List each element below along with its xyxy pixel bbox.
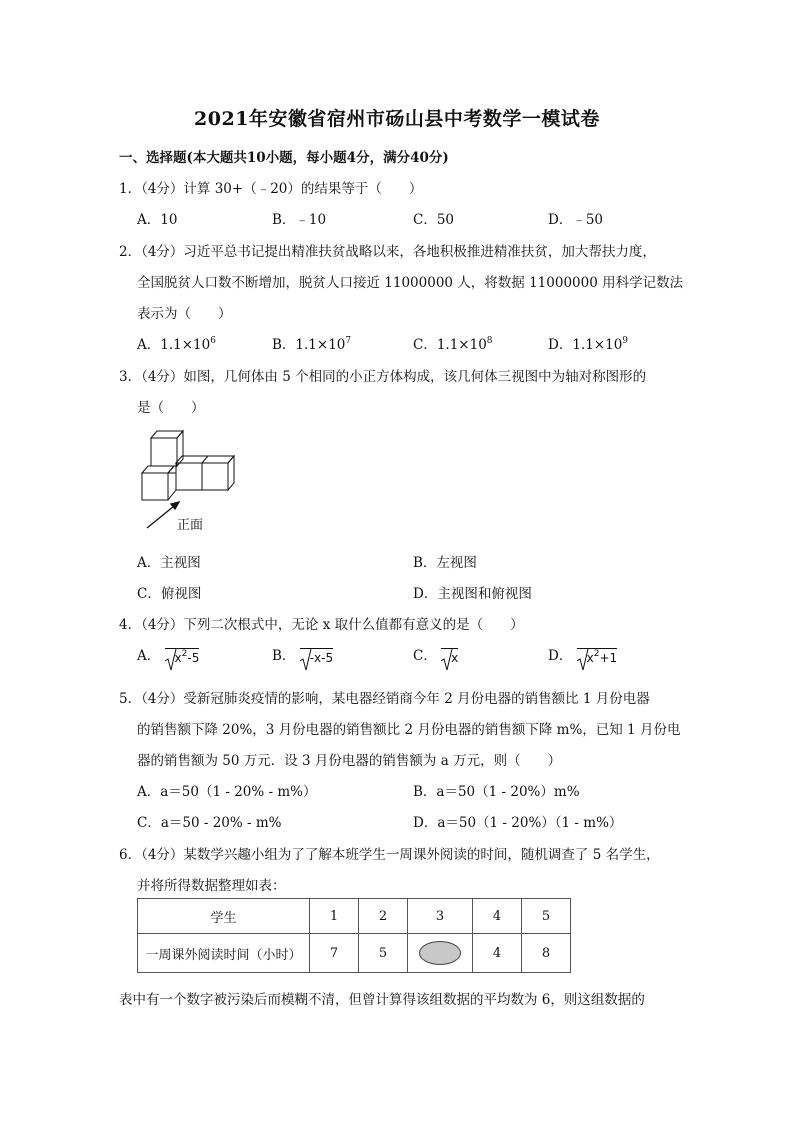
table-cell: 学生: [138, 899, 310, 934]
question-6-line-2: 并将所得数据整理如表：: [137, 878, 286, 894]
question-4-stem: 4．（4分）下列二次根式中，无论 x 取什么值都有意义的是（ ）: [119, 617, 524, 633]
question-3-option-d: D．主视图和俯视图: [413, 586, 532, 602]
table-cell: 3: [408, 899, 473, 934]
question-1-stem: 1．（4分）计算 30+（﹣20）的结果等于（ ）: [119, 181, 423, 197]
question-1-option-b: B．﹣10: [272, 212, 327, 228]
table-cell: 4: [473, 899, 522, 934]
question-5-option-d: D．a＝50（1 - 20%）（1 - m%）: [413, 815, 623, 831]
question-4-option-b: B． -x-5: [272, 644, 333, 666]
radical-sign-icon: -x-5: [300, 648, 333, 666]
question-5-option-c: C．a＝50 - 20% - m%: [137, 815, 282, 831]
table-row: [138, 899, 571, 934]
table-cell: 8: [522, 934, 571, 973]
radical-sign-icon: $x^2+1$: [577, 648, 618, 666]
question-2-line-3: 表示为（ ）: [137, 306, 232, 322]
question-4-option-c: C． x: [413, 644, 458, 666]
question-3-line-2: 是（ ）: [137, 400, 205, 416]
question-5-line-2: 的销售额下降 20%，3 月份电器的销售额比 2 月份电器的销售额下降 m%，已知 1 月份电: [137, 722, 681, 738]
radical-sign-icon: $x^2-5$: [165, 648, 200, 666]
question-5-option-b: B．a＝50（1 - 20%）m%: [413, 784, 580, 800]
figure-front-label: 正面: [177, 518, 204, 533]
table-cell: [408, 934, 473, 973]
table-cell: 5: [359, 934, 408, 973]
question-2-line-2: 全国脱贫人口数不断增加，脱贫人口接近 11000000 人，将数据 11000000 用科学记数法: [137, 275, 684, 291]
section-heading: 一、选择题(本大题共10小题，每小题4分，满分40分): [119, 150, 449, 166]
question-6-line-3: 表中有一个数字被污染后而模糊不清，但曾计算得该组数据的平均数为 6，则这组数据的: [119, 992, 645, 1008]
radical-sign-icon: x: [441, 648, 458, 666]
question-4-option-d: D． $x^2+1$: [548, 644, 617, 666]
table-row: [138, 934, 571, 973]
question-1-option-a: A．10: [137, 212, 178, 228]
question-5-option-a: A．a＝50（1 - 20% - m%）: [137, 784, 317, 800]
page-title: 2021年安徽省宿州市砀山县中考数学一模试卷: [194, 108, 600, 130]
table-cell: 1: [310, 899, 359, 934]
question-4-option-a: A． $x^2-5$: [137, 644, 199, 666]
question-3-option-b: B．左视图: [413, 555, 477, 571]
question-2-option-d: D．$1.1\times 10^9$: [548, 336, 629, 353]
table-cell: 5: [522, 899, 571, 934]
question-5-line-3: 器的销售额为 50 万元．设 3 月份电器的销售额为 a 万元，则（ ）: [137, 753, 562, 769]
table-cell: 4: [473, 934, 522, 973]
question-5-line-1: 5．（4分）受新冠肺炎疫情的影响，某电器经销商今年 2 月份电器的销售额比 1 月份电器: [119, 691, 650, 707]
reading-time-table: [137, 898, 571, 973]
question-6-line-1: 6．（4分）某数学兴趣小组为了了解本班学生一周课外阅读的时间，随机调查了 5 名学生，: [119, 847, 660, 863]
question-1-option-d: D．﹣50: [548, 212, 604, 228]
question-2-option-b: B．$1.1\times 10^7$: [272, 336, 352, 353]
question-3-line-1: 3．（4分）如图，几何体由 5 个相同的小正方体构成，该几何体三视图中为轴对称图形的: [119, 369, 647, 385]
table-cell: 一周课外阅读时间（小时）: [138, 934, 310, 973]
question-2-option-c: C．$1.1\times 10^8$: [413, 336, 493, 353]
question-3-option-c: C．俯视图: [137, 586, 202, 602]
question-2-line-1: 2．（4分）习近平总书记提出精准扶贫战略以来，各地积极推进精准扶贫，加大帮扶力度，: [119, 244, 656, 260]
table-cell: 2: [359, 899, 408, 934]
table-cell: 7: [310, 934, 359, 973]
question-3-option-a: A．主视图: [137, 555, 201, 571]
smudged-value-blot: [419, 941, 461, 965]
question-1-option-c: C．50: [413, 212, 455, 228]
question-2-option-a: A．$1.1\times 10^6$: [137, 336, 216, 353]
